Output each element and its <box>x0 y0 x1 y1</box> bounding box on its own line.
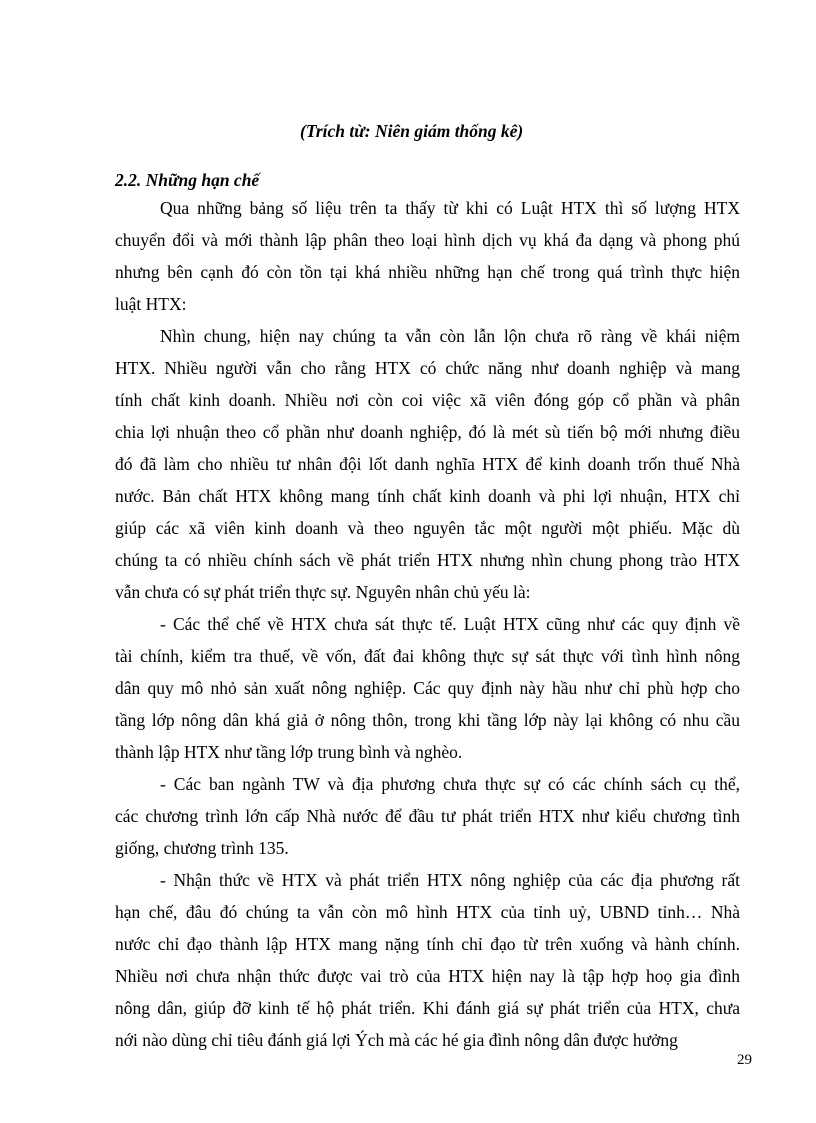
paragraph-1-line-4: luật HTX: <box>115 294 187 314</box>
paragraph-4-line-1: - Các ban ngành TW và địa phương chưa thực sự có các chính sách cụ thể, <box>160 774 740 794</box>
paragraph-3-line-5: thành lập HTX như tầng lớp trung bình và nghèo. <box>115 742 463 762</box>
paragraph-1-line-1: Qua những bảng số liệu trên ta thấy từ khi có Luật HTX thì số lượng HTX <box>160 198 740 218</box>
paragraph-4-line-2: các chương trình lớn cấp Nhà nước để đầu tư phát triển HTX như kiểu chương tình <box>115 806 740 826</box>
paragraph-2-line-8: chúng ta có nhiều chính sách về phát triển HTX nhưng nhìn chung phong trào HTX <box>115 550 740 570</box>
paragraph-5-line-6: nới nào dùng chỉ tiêu đánh giá lợi Ých mà các hé gia đình nông dân được hưởng <box>115 1030 678 1050</box>
paragraph-2-line-9: vẫn chưa có sự phát triển thực sự. Nguyên nhân chủ yếu là: <box>115 582 531 602</box>
paragraph-3-line-3: dân quy mô nhỏ sản xuất nông nghiệp. Các quy định này hầu như chỉ phù hợp cho <box>115 678 740 698</box>
paragraph-4-line-3: giống, chương trình 135. <box>115 838 289 858</box>
paragraph-5-line-1: - Nhận thức về HTX và phát triển HTX nông nghiệp của các địa phương rất <box>160 870 740 890</box>
paragraph-3-line-1: - Các thể chế về HTX chưa sát thực tế. Luật HTX cũng như các quy định về <box>160 614 740 634</box>
paragraph-2-line-7: giúp các xã viên kinh doanh và theo nguyên tắc một người một phiếu. Mặc dù <box>115 518 740 538</box>
paragraph-5-line-2: hạn chế, đâu đó chúng ta vẫn còn mô hình HTX của tỉnh uỷ, UBND tỉnh… Nhà <box>115 902 740 922</box>
paragraph-2-line-3: tính chất kinh doanh. Nhiều nơi còn coi việc xã viên đóng góp cổ phần và phân <box>115 390 740 410</box>
paragraph-2-line-2: HTX. Nhiều người vẫn cho rằng HTX có chức năng như doanh nghiệp và mang <box>115 358 740 378</box>
paragraph-3-line-2: tài chính, kiểm tra thuế, về vốn, đất đai không thực sự sát thực với tình hình nông <box>115 646 740 666</box>
paragraph-2-line-4: chia lợi nhuận theo cổ phần như doanh nghiệp, đó là mét sù tiến bộ mới nhưng điều <box>115 422 740 442</box>
paragraph-5-line-5: nông dân, giúp đỡ kinh tế hộ phát triển. Khi đánh giá sự phát triển của HTX, chưa <box>115 998 740 1018</box>
paragraph-5-line-3: nước chỉ đạo thành lập HTX mang nặng tính chỉ đạo từ trên xuống và hành chính. <box>115 934 740 954</box>
paragraph-1-line-3: nhưng bên cạnh đó còn tồn tại khá nhiều những hạn chế trong quá trình thực hiện <box>115 262 740 282</box>
paragraph-5-line-4: Nhiều nơi chưa nhận thức được vai trò của HTX hiện nay là tập hợp hoọ gia đình <box>115 966 740 986</box>
paragraph-2-line-5: đó đã làm cho nhiều tư nhân đội lốt danh nghĩa HTX để kinh doanh trốn thuế Nhà <box>115 454 740 474</box>
paragraph-3-line-4: tầng lớp nông dân khá giả ở nông thôn, trong khi tầng lớp này lại không có nhu cầu <box>115 710 740 730</box>
source-caption: (Trích từ: Niên giám thống kê) <box>300 121 524 141</box>
paragraph-2-line-6: nước. Bản chất HTX không mang tính chất kinh doanh và phi lợi nhuận, HTX chỉ <box>115 486 740 506</box>
page-number: 29 <box>737 1052 752 1068</box>
paragraph-1-line-2: chuyển đổi và mới thành lập phân theo loại hình dịch vụ khá đa dạng và phong phú <box>115 230 740 250</box>
section-heading: 2.2. Những hạn chế <box>115 170 260 190</box>
paragraph-2-line-1: Nhìn chung, hiện nay chúng ta vẫn còn lẫn lộn chưa rõ ràng về khái niệm <box>160 326 740 346</box>
